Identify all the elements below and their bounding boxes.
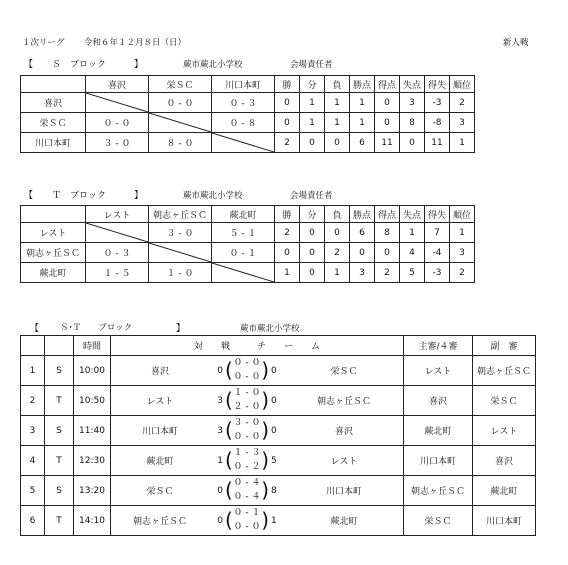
stat-cell: 0: [350, 243, 375, 263]
home-team: 喜沢: [111, 356, 210, 386]
second-half-score: ０ - ０: [233, 522, 261, 532]
stat-cell: 8: [375, 223, 400, 243]
assistant-header: 副 審: [473, 336, 536, 356]
bracket-left: (: [225, 358, 233, 382]
match-block: S: [45, 416, 74, 446]
block-t-bracket-open: 【: [24, 191, 34, 201]
home-team: 朝志ヶ丘ＳＣ: [111, 506, 210, 536]
second-half-score: ０ - ４: [233, 492, 261, 502]
block-t-responsible: 会場責任者: [290, 191, 333, 201]
stat-cell: 0: [400, 133, 425, 153]
referee: 蕨北町: [404, 416, 473, 446]
stat-cell: 0: [275, 113, 300, 133]
first-half-score: ３ - ０: [233, 418, 261, 428]
referee: 栄ＳＣ: [404, 506, 473, 536]
half-scores: [223, 476, 271, 506]
stat-cell: 3: [450, 243, 475, 263]
stat-cell: 0: [300, 243, 325, 263]
column-header: 勝点: [350, 76, 375, 93]
home-score: 0: [209, 506, 223, 536]
referee: 喜沢: [404, 386, 473, 416]
diagonal-line: [212, 133, 274, 152]
block-s-venue: 蕨市蕨北小学校: [183, 60, 243, 70]
stat-cell: 0: [375, 243, 400, 263]
stat-cell: 11: [375, 133, 400, 153]
column-header: 順位: [450, 206, 475, 223]
match-score: ０ - ０: [149, 93, 212, 113]
team-name: 蕨北町: [21, 263, 86, 283]
column-header: 得点: [375, 206, 400, 223]
home-score: 1: [209, 446, 223, 476]
stat-cell: -8: [425, 113, 450, 133]
diagonal-line: [149, 113, 211, 132]
home-team: 蕨北町: [111, 446, 210, 476]
half-scores: [223, 506, 271, 536]
block-t-label: Ｔ ブロック: [52, 191, 106, 201]
first-half-score: ０ - ４: [233, 478, 261, 488]
column-header: 栄ＳＣ: [149, 76, 212, 93]
standings-row: [21, 243, 475, 263]
bracket-left: (: [225, 388, 233, 412]
column-header: 勝: [275, 76, 300, 93]
home-team: 栄ＳＣ: [111, 476, 210, 506]
stat-cell: 0: [375, 93, 400, 113]
match-score: １ - ５: [86, 263, 149, 283]
away-score: 8: [271, 476, 285, 506]
self-match-cell: [212, 263, 275, 283]
match-row: [21, 416, 536, 446]
bracket-right: ): [261, 508, 269, 532]
standings-row: [21, 223, 475, 243]
number-header: [21, 336, 45, 356]
away-team: 朝志ヶ丘ＳＣ: [285, 386, 404, 416]
stat-cell: 0: [325, 133, 350, 153]
schedule-header-row: [21, 336, 536, 356]
stat-cell: 6: [350, 223, 375, 243]
schedule-venue: 蕨市蕨北小学校: [240, 324, 300, 334]
column-header: 失点: [400, 206, 425, 223]
match-row: [21, 386, 536, 416]
block-t-venue: 蕨市蕨北小学校: [183, 191, 243, 201]
column-header: 分: [300, 76, 325, 93]
team-name: 朝志ヶ丘ＳＣ: [21, 243, 86, 263]
home-score: 3: [209, 416, 223, 446]
block-s-responsible: 会場責任者: [290, 60, 333, 70]
stat-cell: 1: [325, 263, 350, 283]
match-time: 11:40: [74, 416, 111, 446]
bracket-right: ): [261, 448, 269, 472]
stat-cell: 1: [300, 113, 325, 133]
match-score: １ - ０: [149, 263, 212, 283]
schedule-table: [20, 335, 536, 536]
column-header: 得失: [425, 76, 450, 93]
team-name: レスト: [21, 223, 86, 243]
block-s-table: [20, 75, 475, 153]
column-header: 勝: [275, 206, 300, 223]
stat-cell: 0: [300, 133, 325, 153]
away-score: 0: [271, 356, 285, 386]
referee-header: 主審/４審: [404, 336, 473, 356]
first-half-score: １ - ０: [233, 388, 261, 398]
stat-cell: 1: [325, 93, 350, 113]
diagonal-line: [212, 263, 274, 282]
referee: レスト: [404, 356, 473, 386]
column-header: 分: [300, 206, 325, 223]
home-team: レスト: [111, 386, 210, 416]
away-score: 0: [271, 416, 285, 446]
bracket-right: ): [261, 478, 269, 502]
home-team: 川口本町: [111, 416, 210, 446]
stat-cell: 0: [375, 113, 400, 133]
first-half-score: ０ - ０: [233, 358, 261, 368]
match-block: T: [45, 386, 74, 416]
half-scores: [223, 386, 271, 416]
stat-cell: 1: [275, 263, 300, 283]
assistant-referee: 喜沢: [473, 446, 536, 476]
column-header: 喜沢: [86, 76, 149, 93]
stat-cell: -3: [425, 263, 450, 283]
block-t-bracket-close: 】: [134, 191, 144, 201]
stat-cell: 0: [275, 93, 300, 113]
stat-cell: 3: [450, 113, 475, 133]
standings-row: [21, 263, 475, 283]
column-header: 順位: [450, 76, 475, 93]
stat-cell: 0: [325, 223, 350, 243]
match-row: [21, 356, 536, 386]
team-name: 栄ＳＣ: [21, 113, 86, 133]
time-header: 時間: [74, 336, 111, 356]
match-block: S: [45, 476, 74, 506]
diagonal-line: [149, 243, 211, 262]
corner-cell: [21, 206, 86, 223]
match-number: 6: [21, 506, 45, 536]
column-header: 勝点: [350, 206, 375, 223]
self-match-cell: [149, 113, 212, 133]
stat-cell: 11: [425, 133, 450, 153]
match-row: [21, 446, 536, 476]
bracket-left: (: [225, 448, 233, 472]
match-time: 14:10: [74, 506, 111, 536]
column-header: レスト: [86, 206, 149, 223]
bracket-left: (: [225, 478, 233, 502]
second-half-score: ０ - ０: [233, 372, 261, 382]
block-header: [45, 336, 74, 356]
away-team: 栄ＳＣ: [285, 356, 404, 386]
stat-cell: 4: [400, 243, 425, 263]
match-time: 12:30: [74, 446, 111, 476]
block-t-table: [20, 205, 475, 283]
stat-cell: 8: [400, 113, 425, 133]
schedule-bracket-open: 【: [30, 324, 40, 334]
diagonal-line: [86, 93, 148, 112]
home-score: 0: [209, 476, 223, 506]
diagonal-line: [86, 223, 148, 242]
bracket-right: ): [261, 388, 269, 412]
block-s-label: Ｓ ブロック: [52, 60, 106, 70]
match-block: S: [45, 356, 74, 386]
corner-cell: [21, 76, 86, 93]
stat-cell: 1: [350, 93, 375, 113]
self-match-cell: [86, 93, 149, 113]
column-header: 得点: [375, 76, 400, 93]
column-header: 朝志ヶ丘ＳＣ: [149, 206, 212, 223]
match-number: 2: [21, 386, 45, 416]
match-time: 10:50: [74, 386, 111, 416]
assistant-referee: 栄ＳＣ: [473, 386, 536, 416]
blockS-header-row: [21, 76, 475, 93]
match-score: ５ - １: [212, 223, 275, 243]
match-score: ３ - ０: [149, 223, 212, 243]
assistant-referee: 川口本町: [473, 506, 536, 536]
match-score: ０ - ３: [212, 93, 275, 113]
league-label: １次リーグ: [22, 38, 65, 48]
stat-cell: -3: [425, 93, 450, 113]
stat-cell: 2: [450, 93, 475, 113]
bracket-right: ): [261, 418, 269, 442]
match-score: ０ - ３: [86, 243, 149, 263]
stat-cell: 1: [350, 113, 375, 133]
away-score: 5: [271, 446, 285, 476]
stat-cell: 0: [275, 243, 300, 263]
bracket-left: (: [225, 508, 233, 532]
first-half-score: １ - ３: [233, 448, 261, 458]
stat-cell: 2: [450, 263, 475, 283]
match-number: 3: [21, 416, 45, 446]
match-score: ０ - ８: [212, 113, 275, 133]
stat-cell: 1: [325, 113, 350, 133]
stat-cell: 1: [300, 93, 325, 113]
match-number: 1: [21, 356, 45, 386]
half-scores: [223, 416, 271, 446]
away-team: 喜沢: [285, 416, 404, 446]
match-block: T: [45, 506, 74, 536]
block-s-bracket-open: 【: [24, 60, 34, 70]
category-label: 新人戦: [503, 38, 529, 48]
match-row: [21, 506, 536, 536]
schedule-bracket-close: 】: [176, 324, 186, 334]
bracket-left: (: [225, 418, 233, 442]
stat-cell: 5: [400, 263, 425, 283]
match-header: 対 戦 チ ー ム: [111, 336, 404, 356]
match-score: ８ - ０: [149, 133, 212, 153]
referee: 朝志ヶ丘ＳＣ: [404, 476, 473, 506]
self-match-cell: [149, 243, 212, 263]
second-half-score: ０ - ０: [233, 432, 261, 442]
standings-row: [21, 93, 475, 113]
column-header: 失点: [400, 76, 425, 93]
match-number: 4: [21, 446, 45, 476]
match-row: [21, 476, 536, 506]
away-team: 川口本町: [285, 476, 404, 506]
stat-cell: 1: [450, 223, 475, 243]
stat-cell: 7: [425, 223, 450, 243]
stat-cell: 2: [275, 133, 300, 153]
self-match-cell: [212, 133, 275, 153]
standings-row: [21, 133, 475, 153]
schedule-label: Ｓ･Ｔ ブロック: [60, 323, 133, 333]
match-time: 13:20: [74, 476, 111, 506]
self-match-cell: [86, 223, 149, 243]
stat-cell: 2: [325, 243, 350, 263]
referee: 川口本町: [404, 446, 473, 476]
home-score: 0: [209, 356, 223, 386]
column-header: 負: [325, 76, 350, 93]
stat-cell: -4: [425, 243, 450, 263]
stat-cell: 0: [300, 263, 325, 283]
match-score: ３ - ０: [86, 133, 149, 153]
match-score: ０ - ０: [86, 113, 149, 133]
away-score: 1: [271, 506, 285, 536]
match-score: ０ - １: [212, 243, 275, 263]
stat-cell: 0: [300, 223, 325, 243]
team-name: 喜沢: [21, 93, 86, 113]
first-half-score: ０ - １: [233, 508, 261, 518]
away-team: レスト: [285, 446, 404, 476]
stat-cell: 1: [450, 133, 475, 153]
stat-cell: 1: [400, 223, 425, 243]
stat-cell: 3: [350, 263, 375, 283]
second-half-score: ０ - ２: [233, 462, 261, 472]
column-header: 川口本町: [212, 76, 275, 93]
team-name: 川口本町: [21, 133, 86, 153]
stat-cell: 3: [400, 93, 425, 113]
half-scores: [223, 356, 271, 386]
stat-cell: 2: [275, 223, 300, 243]
match-block: T: [45, 446, 74, 476]
standings-row: [21, 113, 475, 133]
column-header: 負: [325, 206, 350, 223]
half-scores: [223, 446, 271, 476]
stat-cell: 6: [350, 133, 375, 153]
column-header: 蕨北町: [212, 206, 275, 223]
assistant-referee: 朝志ヶ丘ＳＣ: [473, 356, 536, 386]
match-number: 5: [21, 476, 45, 506]
assistant-referee: 蕨北町: [473, 476, 536, 506]
match-date: 令和６年１２月８日（日）: [84, 38, 187, 48]
match-time: 10:00: [74, 356, 111, 386]
second-half-score: ２ - ０: [233, 402, 261, 412]
column-header: 得失: [425, 206, 450, 223]
away-score: 0: [271, 386, 285, 416]
blockT-header-row: [21, 206, 475, 223]
bracket-right: ): [261, 358, 269, 382]
home-score: 3: [209, 386, 223, 416]
stat-cell: 2: [375, 263, 400, 283]
assistant-referee: レスト: [473, 416, 536, 446]
block-s-bracket-close: 】: [134, 60, 144, 70]
away-team: 蕨北町: [285, 506, 404, 536]
